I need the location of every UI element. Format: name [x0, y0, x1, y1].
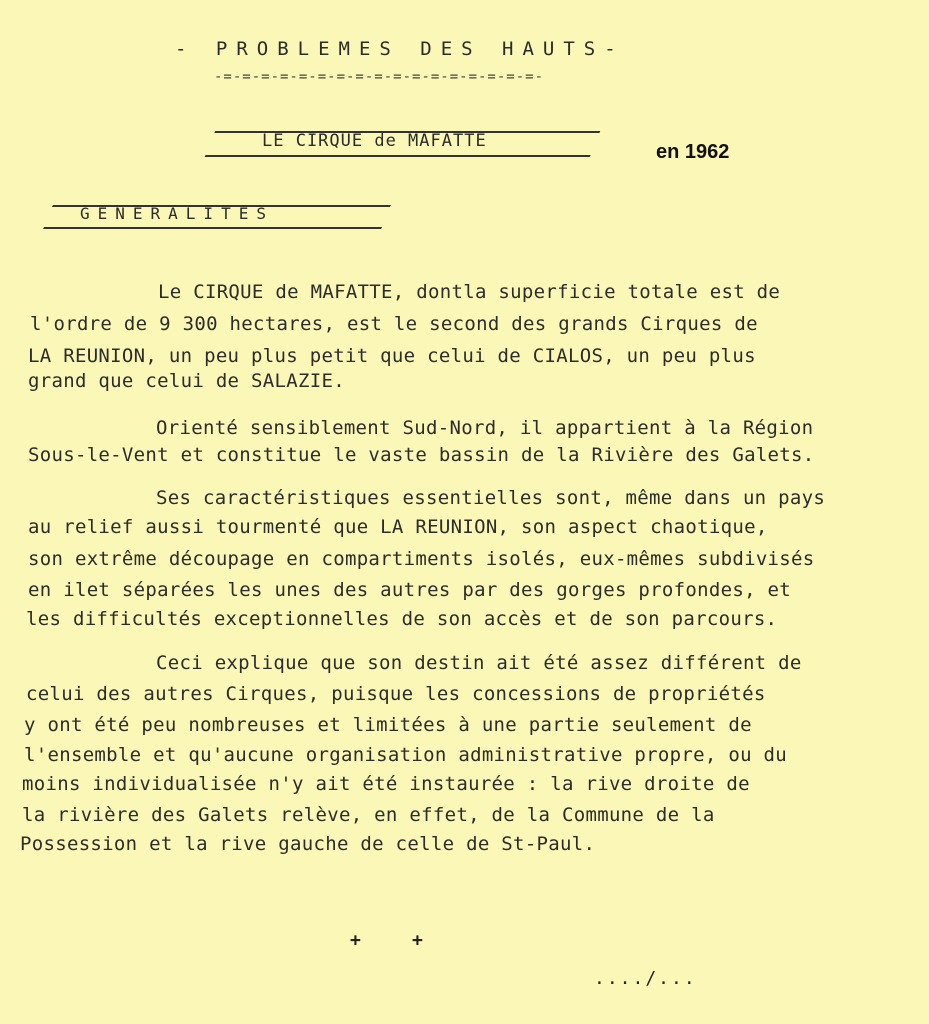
paragraph-4-line-7: Possession et la rive gauche de celle de St-Paul.	[20, 833, 596, 855]
year-annotation: en 1962	[656, 141, 730, 163]
paragraph-1-line-4: grand que celui de SALAZIE.	[28, 370, 345, 392]
paragraph-3-line-5: les difficultés exceptionnelles de son accès et de son parcours.	[26, 608, 778, 630]
paragraph-4-line-1: Ceci explique que son destin ait été assez différent de	[156, 652, 802, 674]
paragraph-3-line-4: en ilet séparées les unes des autres par des gorges profondes, et	[28, 579, 792, 601]
paragraph-3-line-2: au relief aussi tourmenté que LA REUNION, son aspect chaotique,	[28, 516, 768, 538]
subsection-title: GENERALITES	[80, 204, 274, 223]
plus-mark-left: +	[350, 930, 361, 951]
paragraph-2-line-1: Orienté sensiblement Sud-Nord, il appartient à la Région	[156, 417, 814, 439]
plus-mark-right: +	[412, 930, 423, 951]
paragraph-3-line-3: son extrême découpage en compartiments isolés, eux-mêmes subdivisés	[28, 548, 815, 570]
paragraph-1-line-2: l'ordre de 9 300 hectares, est le second des grands Cirques de	[30, 313, 758, 335]
paragraph-4-line-4: l'ensemble et qu'aucune organisation administrative propre, ou du	[24, 744, 788, 766]
paragraph-3-line-1: Ses caractéristiques essentielles sont, même dans un pays	[156, 487, 826, 509]
paragraph-4-line-2: celui des autres Cirques, puisque les concessions de propriétés	[26, 683, 766, 705]
paragraph-1-line-3: LA REUNION, un peu plus petit que celui de CIALOS, un peu plus	[28, 345, 756, 367]
paragraph-4-line-3: y ont été peu nombreuses et limitées à une partie seulement de	[24, 714, 752, 736]
paragraph-1-line-1: Le CIRQUE de MAFATTE, dontla superficie totale est de	[158, 281, 781, 303]
title-underline: -=-=-=-=-=-=-=-=-=-=-=-=-=-=-=-=-=-	[214, 69, 545, 85]
paragraph-2-line-2: Sous-le-Vent et constitue le vaste bassin de la Rivière des Galets.	[28, 444, 815, 466]
paragraph-4-line-5: moins individualisée n'y ait été instaurée : la rive droite de	[22, 773, 750, 795]
continuation-mark: ..../...	[594, 968, 697, 989]
document-title: - PROBLEMES DES HAUTS-	[175, 38, 625, 60]
paragraph-4-line-6: la rivière des Galets relève, en effet, de la Commune de la	[22, 804, 715, 826]
section-title: LE CIRQUE de MAFATTE	[262, 131, 487, 151]
